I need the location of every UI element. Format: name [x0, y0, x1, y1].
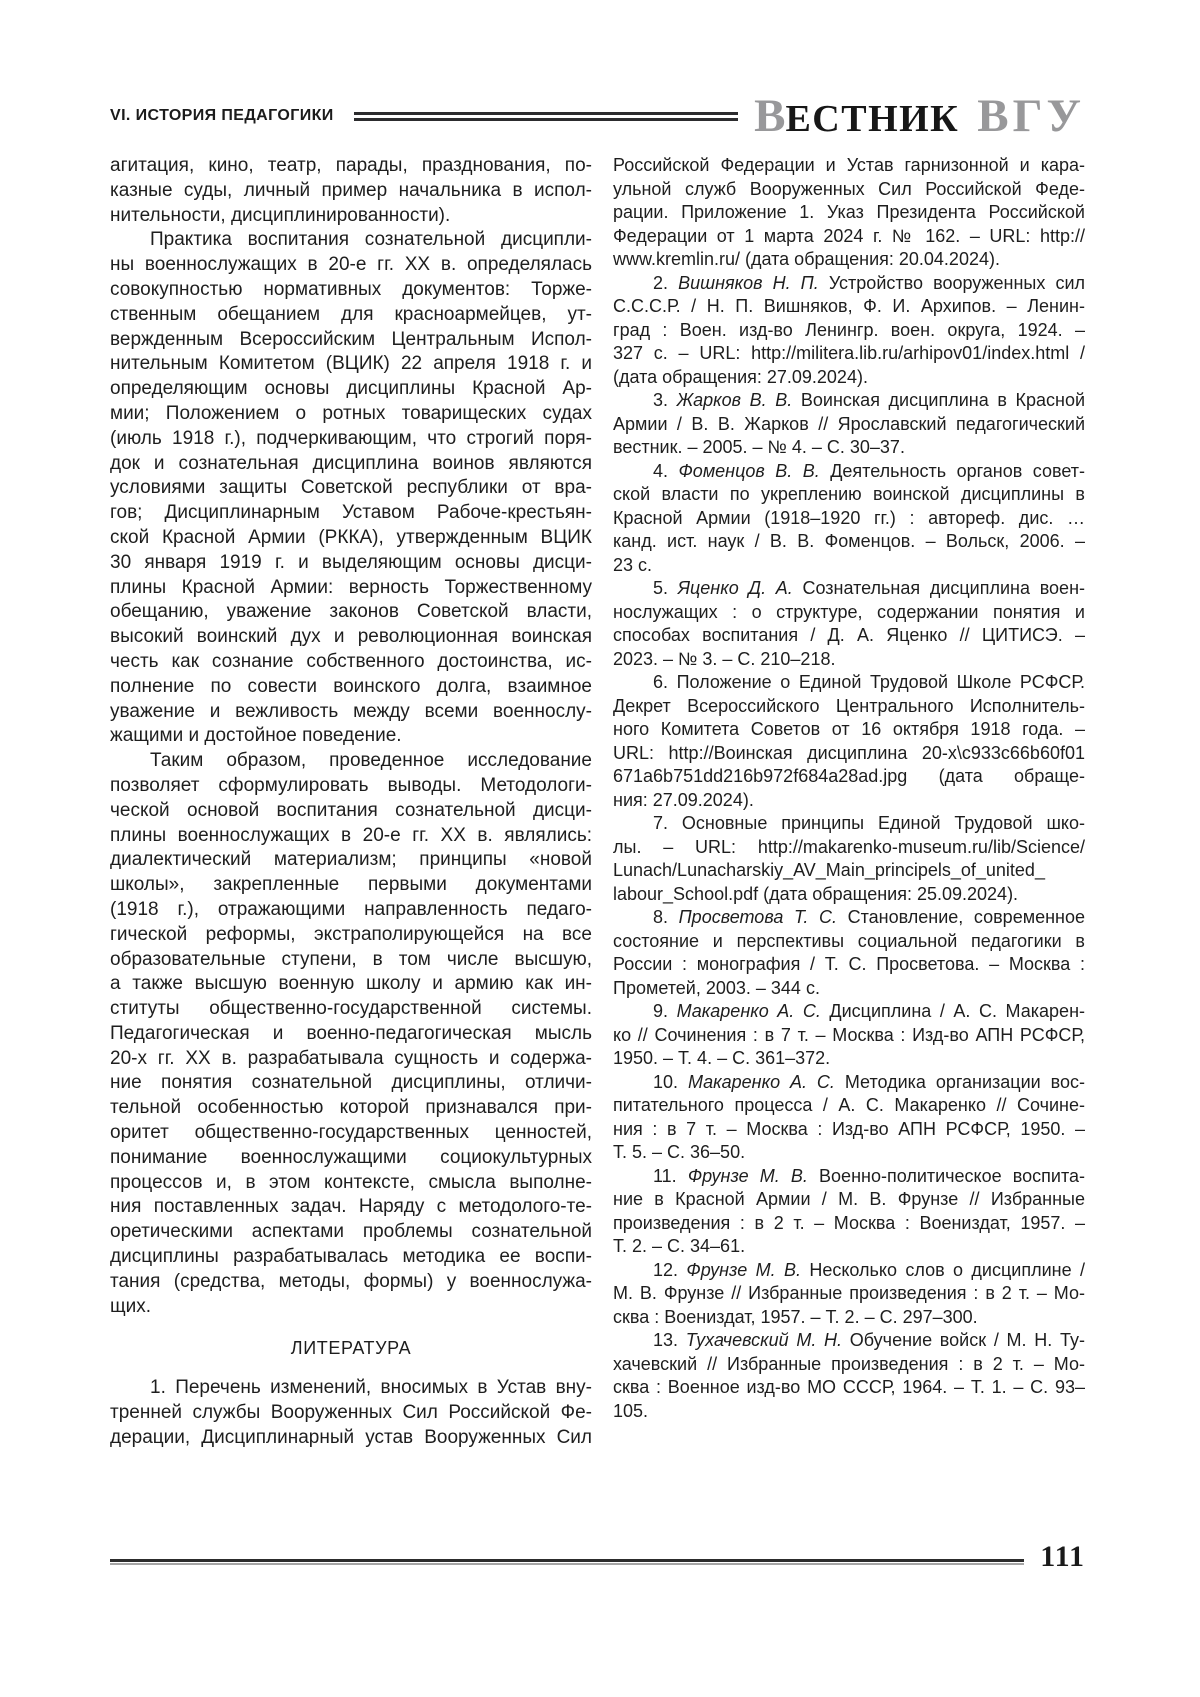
reference-entry — [613, 1259, 1085, 1330]
text-line: Прометей, 2003. – 344 с. — [613, 977, 820, 998]
text-line: 4. Фоменцов В. В. Деятельность органов совет- — [653, 460, 1085, 481]
text-line: позволяет сформулировать выводы. Методологи- — [110, 774, 592, 796]
page-header — [110, 90, 1085, 142]
text-line: Красной Армии (1918–1920 гг.) : автореф. дис. … — [613, 507, 1085, 528]
text-line: сква : Военное изд-во МО СССР, 1964. – Т. 1. – С. 93– — [613, 1377, 1085, 1397]
text-line: М. В. Фрунзе // Избранные произведения : в 2 т. – Мо- — [613, 1283, 1085, 1303]
text-line: labour_School.pdf (дата обращения: 25.09.2024). — [613, 883, 1019, 904]
text-line: 2023. – № 3. – С. 210–218. — [613, 648, 836, 669]
right-column — [613, 154, 1085, 1423]
journal-logo — [754, 89, 1085, 142]
text-line: жащими и достойное поведение. — [110, 725, 402, 747]
text-line: ния: 27.09.2024). — [613, 789, 754, 810]
text-line: условиями защиты Советской республики от вра- — [110, 477, 592, 499]
text-line: www.kremlin.ru/ (дата обращения: 20.04.2024). — [613, 249, 1000, 269]
text-line: 6. Положение о Единой Трудовой Школе РСФСР. — [653, 672, 1085, 692]
text-line: град : Воен. изд-во Ленингр. воен. округа, 1924. – — [613, 319, 1085, 340]
text-line: 20-х гг. XX в. разрабатывала сущность и содержа- — [110, 1047, 592, 1069]
left-column-body — [110, 154, 592, 1319]
text-line: щих. — [110, 1295, 152, 1317]
text-line: Таким образом, проведенное исследование — [150, 750, 592, 772]
reference-entry — [613, 812, 1085, 906]
text-line: полнение по совести воинского долга, взаимное — [110, 675, 592, 697]
literature-heading: ЛИТЕРАТУРА — [290, 1338, 412, 1359]
text-line: 7. Основные принципы Единой Трудовой шко- — [653, 813, 1085, 833]
text-line: тельной особенностью которой признавался при- — [110, 1097, 592, 1119]
text-line: 105. — [613, 1400, 649, 1421]
text-line: 1950. – Т. 4. – С. 361–372. — [613, 1048, 831, 1068]
text-line: гов; Дисциплинарным Уставом Рабоче-крестьян- — [110, 502, 592, 524]
text-line: совокупностью нормативных документов: Торже- — [110, 278, 592, 300]
text-line: хачевский // Избранные произведения : в 2 т. – Мо- — [613, 1353, 1085, 1374]
text-line: оритет общественно-государственных ценностей, — [110, 1122, 592, 1144]
text-line: (июль 1918 г.), подчеркивающим, что строгий поря- — [110, 427, 592, 449]
text-line: вестник. – 2005. – № 4. – С. 30–37. — [613, 437, 905, 457]
text-line: способах воспитания / Д. А. Яценко // ЦИТИСЭ. – — [613, 625, 1085, 645]
paragraph — [110, 749, 592, 1319]
text-line: ституты общественно-государственной системы. — [110, 998, 592, 1020]
text-line: агитация, кино, театр, парады, празднования, по- — [110, 155, 592, 176]
text-line: обещанию, уважение законов Советской власти, — [110, 601, 592, 623]
page-footer — [110, 1532, 1085, 1572]
reference-entry — [613, 460, 1085, 578]
right-column-references — [613, 154, 1085, 1423]
text-line: 23 с. — [613, 554, 653, 575]
text-line: 30 января 1919 г. и выделяющим основы дисци- — [110, 551, 592, 573]
text-line: нительным Комитетом (ВЦИК) 22 апреля 1918 г. и — [110, 353, 592, 375]
text-line: уважение и вежливость между всеми военнослу- — [110, 700, 592, 722]
reference-entry — [613, 671, 1085, 812]
text-line: 1. Перечень изменений, вносимых в Устав вну- — [150, 1377, 592, 1399]
text-line: а также высшую военную школу и армию как ин- — [110, 973, 592, 995]
footer-rule — [110, 1559, 1024, 1565]
text-line: нительности, дисциплинированности). — [110, 204, 451, 226]
text-line: 327 с. – URL: http://militera.lib.ru/arhipov01/index.html / — [613, 343, 1085, 363]
text-line: Педагогическая и военно-педагогическая мысль — [110, 1022, 592, 1044]
text-line: Декрет Всероссийского Центрального Исполнитель- — [613, 695, 1085, 716]
text-line: ние понятия сознательной дисциплины, отличи- — [110, 1072, 592, 1094]
text-line: питательного процесса / А. С. Макаренко // Сочине- — [613, 1095, 1085, 1115]
text-line: дисциплины разрабатывалась методика ее воспи- — [110, 1246, 592, 1268]
left-column — [110, 154, 592, 1451]
text-line: плины Красной Армии: верность Торжественному — [110, 576, 592, 598]
text-line: 671a6b751dd216b972f684a28ad.jpg (дата обраще- — [613, 766, 1085, 786]
text-line: произведения : в 2 т. – Москва : Воениздат, 1957. – — [613, 1212, 1085, 1233]
text-line: Lunach/Lunacharskiy_AV_Main_principels_of_united_ — [613, 860, 1045, 880]
logo-name-text: ЕСТНИК — [785, 97, 960, 140]
text-line: канд. ист. наук / В. В. Фоменцов. – Вольск, 2006. – — [613, 531, 1085, 551]
logo-initial-letter: В — [754, 89, 786, 142]
reference-entry — [613, 154, 1085, 272]
reference-entry — [613, 1071, 1085, 1165]
text-line: плины военнослужащих в 20-е гг. XX в. являлись: — [110, 824, 592, 846]
text-line: тания (средства, методы, формы) у военнослужа- — [110, 1270, 592, 1292]
section-title: VI. ИСТОРИЯ ПЕДАГОГИКИ — [110, 107, 334, 124]
text-line: школы», закрепленные первыми документами — [110, 874, 592, 896]
paragraph — [110, 154, 592, 228]
text-line: определяющим основы дисциплины Красной Ар- — [110, 378, 592, 400]
text-line: ственным обещанием для красноармейцев, ут- — [110, 303, 592, 325]
text-line: сква : Воениздат, 1957. – Т. 2. – С. 297–300. — [613, 1306, 978, 1327]
text-line: образовательные ступени, в том числе высшую, — [110, 948, 592, 970]
text-line: честь как сознание собственного достоинства, ис- — [110, 650, 592, 672]
text-line: вержденным Всероссийским Центральным Испол- — [110, 328, 592, 350]
text-line: ской власти по укреплению воинской дисциплины в — [613, 484, 1085, 504]
page-number: 111 — [1040, 1540, 1085, 1573]
text-line: 9. Макаренко А. С. Дисциплина / А. С. Макарен- — [653, 1001, 1085, 1021]
text-line: 11. Фрунзе М. В. Военно-политическое воспита- — [653, 1165, 1086, 1186]
text-line: ны военнослужащих в 20-е гг. XX в. определялась — [110, 254, 592, 276]
reference-entry — [613, 389, 1085, 460]
text-line: ния поставленных задач. Наряду с методолого-те- — [110, 1196, 592, 1218]
text-line: ческой основой воспитания сознательной дисци- — [110, 799, 592, 821]
text-line: диалектический материализм; принципы «новой — [110, 849, 592, 871]
text-line: 12. Фрунзе М. В. Несколько слов о дисциплине / — [653, 1259, 1085, 1280]
text-line: ного Комитета Советов от 16 октября 1918 года. – — [613, 719, 1085, 739]
text-line: (1918 г.), отражающими направленность педаго- — [110, 898, 592, 920]
text-line: нослужащих : о структуре, содержании понятия и — [613, 601, 1085, 622]
reference-entry — [613, 1329, 1085, 1423]
text-line: 8. Просветова Т. С. Становление, современное — [653, 907, 1085, 927]
text-line: (дата обращения: 27.09.2024). — [613, 366, 868, 387]
text-line: рации. Приложение 1. Указ Президента Российской — [613, 202, 1085, 222]
text-line: процессов и, в этом контексте, смысла выполне- — [110, 1171, 592, 1193]
text-line: мии; Положением о ротных товарищеских судах — [110, 402, 592, 424]
reference-entry — [613, 272, 1085, 390]
reference-entry — [110, 1376, 592, 1450]
text-line: 10. Макаренко А. С. Методика организации вос- — [653, 1071, 1085, 1092]
text-line: Практика воспитания сознательной дисципли- — [150, 229, 592, 251]
text-line: казные суды, личный пример начальника в испол- — [110, 179, 592, 201]
left-column-references — [110, 1376, 592, 1450]
text-line: дерации, Дисциплинарный устав Вооруженных Сил — [110, 1426, 592, 1448]
logo-university-abbr: ВГУ — [977, 89, 1085, 142]
text-line: 2. Вишняков Н. П. Устройство вооруженных сил — [653, 272, 1085, 293]
header-rule — [354, 112, 738, 121]
text-line: Федерации от 1 марта 2024 г. № 162. – URL: http:// — [613, 225, 1085, 246]
text-line: Армии / В. В. Жарков // Ярославский педагогический — [613, 413, 1085, 434]
text-line: 13. Тухачевский М. Н. Обучение войск / М. Н. Ту- — [653, 1330, 1085, 1350]
text-line: гической реформы, экстраполирующейся на все — [110, 923, 592, 945]
reference-entry — [613, 906, 1085, 1000]
text-line: С.С.С.Р. / Н. П. Вишняков, Ф. И. Архипов. – Ленин- — [613, 296, 1085, 316]
text-line: состояние и перспективы социальной педагогики в — [613, 930, 1085, 951]
text-line: ния : в 7 т. – Москва : Изд-во АПН РСФСР, 1950. – — [613, 1118, 1085, 1139]
text-line: ульной служб Вооруженных Сил Российской Феде- — [613, 178, 1085, 199]
reference-entry — [613, 1165, 1085, 1259]
text-line: док и сознательная дисциплина воинов являются — [110, 452, 592, 474]
text-line: Т. 5. – С. 36–50. — [613, 1142, 746, 1162]
text-line: ние в Красной Армии / М. В. Фрунзе // Избранные — [613, 1189, 1085, 1209]
text-line: высокий воинский дух и революционная воинская — [110, 626, 592, 648]
text-line: ко // Сочинения : в 7 т. – Москва : Изд-во АПН РСФСР, — [613, 1024, 1085, 1045]
text-line: тренней службы Вооруженных Сил Российской Фе- — [110, 1402, 592, 1424]
text-line: ской Красной Армии (РККА), утвержденным ВЦИК — [110, 526, 592, 548]
text-line: 5. Яценко Д. А. Сознательная дисциплина воен- — [653, 578, 1086, 598]
paragraph — [110, 228, 592, 749]
reference-entry — [613, 577, 1085, 671]
text-line: 3. Жарков В. В. Воинская дисциплина в Красной — [653, 390, 1086, 410]
text-line: Российской Федерации и Устав гарнизонной и кара- — [613, 155, 1085, 175]
text-line: URL: http://Воинская дисциплина 20-x\c933c66b60f01 — [613, 742, 1085, 763]
text-line: оретическими аспектами проблемы сознательной — [110, 1221, 592, 1243]
text-line: Т. 2. – С. 34–61. — [613, 1236, 746, 1256]
text-line: лы. – URL: http://makarenko-museum.ru/lib/Science/ — [613, 836, 1085, 857]
text-line: России : монография / Т. С. Просветова. – Москва : — [613, 954, 1085, 974]
text-line: понимание военнослужащими социокультурных — [110, 1146, 592, 1168]
reference-entry — [613, 1000, 1085, 1071]
